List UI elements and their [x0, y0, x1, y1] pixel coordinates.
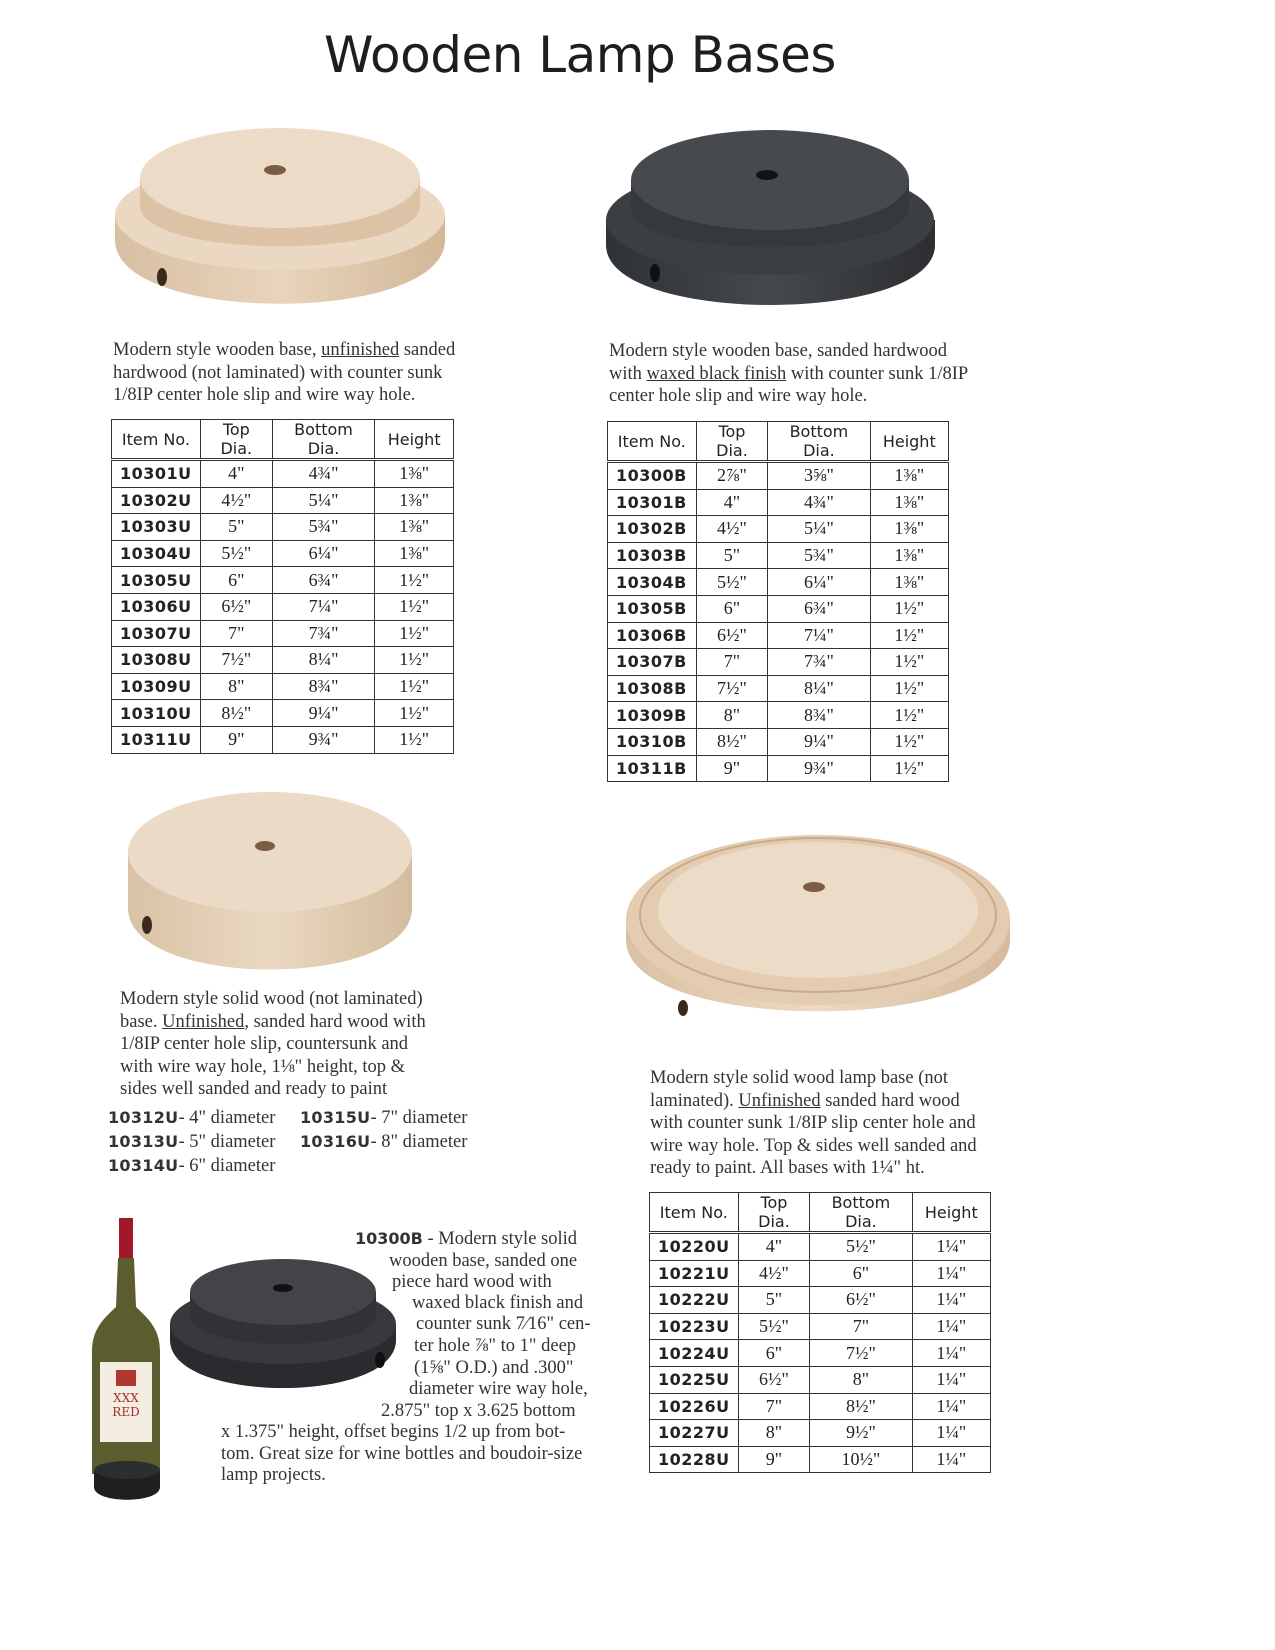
dimension-cell: 8" — [200, 673, 272, 700]
dimension-cell: 7¾" — [768, 649, 870, 676]
dimension-cell: 1⅜" — [870, 462, 948, 490]
dimension-cell: 1½" — [870, 675, 948, 702]
dimension-cell: 5¼" — [768, 516, 870, 543]
item-number-cell: 10303U — [112, 514, 201, 541]
dimension-cell: 1⅜" — [870, 542, 948, 569]
table-row — [650, 1287, 991, 1314]
table-row — [608, 462, 949, 490]
item-number-cell: 10305U — [112, 567, 201, 594]
table-row — [112, 487, 454, 514]
dimension-cell: 9¾" — [272, 726, 375, 753]
dimension-cell: 7½" — [200, 647, 272, 674]
dimension-cell: 1¼" — [912, 1446, 990, 1473]
item-number-cell: 10307U — [112, 620, 201, 647]
dimension-cell: 8¾" — [768, 702, 870, 729]
dimension-cell: 1⅜" — [375, 487, 454, 514]
item-number-cell: 10310U — [112, 700, 201, 727]
dimension-cell: 3⅝" — [768, 462, 870, 490]
dimension-cell: 8¼" — [768, 675, 870, 702]
dimension-cell: 1⅜" — [870, 489, 948, 516]
dimension-cell: 1¼" — [912, 1287, 990, 1314]
item-number-cell: 10302U — [112, 487, 201, 514]
table-row — [650, 1260, 991, 1287]
dimension-cell: 1½" — [375, 647, 454, 674]
dimension-cell: 1¼" — [912, 1366, 990, 1393]
sku-line: 10315U- 7" diameter — [300, 1108, 468, 1128]
dimension-cell: 7" — [200, 620, 272, 647]
dimension-cell: 9¼" — [768, 728, 870, 755]
item-number-cell: 10302B — [608, 516, 697, 543]
dimension-cell: 1¼" — [912, 1340, 990, 1367]
bottle-label-xxx: XXX — [113, 1391, 139, 1405]
dimension-cell: 1½" — [870, 755, 948, 782]
dimension-cell: 7¼" — [768, 622, 870, 649]
feature-line: tom. Great size for wine bottles and boudoir-size — [221, 1444, 583, 1464]
item-number-cell: 10308U — [112, 647, 201, 674]
table-row — [112, 540, 454, 567]
feature-line: lamp projects. — [221, 1465, 326, 1485]
unfinished-solid-base-photo — [125, 790, 415, 975]
item-number-cell: 10305B — [608, 595, 697, 622]
unfinished-modern-spec-table — [111, 419, 454, 754]
dimension-cell: 7½" — [696, 675, 768, 702]
dimension-cell: 5" — [738, 1287, 810, 1314]
unfinished-stepped-base-photo — [110, 120, 450, 325]
dimension-cell: 4" — [738, 1233, 810, 1261]
dimension-cell: 6½" — [696, 622, 768, 649]
feature-line: 2.875" top x 3.625 bottom — [381, 1401, 576, 1421]
dimension-cell: 8" — [810, 1366, 912, 1393]
dimension-cell: 9" — [738, 1446, 810, 1473]
dimension-cell: 2⅞" — [696, 462, 768, 490]
dimension-cell: 6¾" — [768, 595, 870, 622]
table-row — [608, 728, 949, 755]
dimension-cell: 7¾" — [272, 620, 375, 647]
item-number-cell: 10301U — [112, 460, 201, 488]
dimension-cell: 7¼" — [272, 593, 375, 620]
item-number-cell: 10227U — [650, 1420, 739, 1447]
table-header: Height — [870, 422, 948, 462]
dimension-cell: 6¾" — [272, 567, 375, 594]
dimension-cell: 5¼" — [272, 487, 375, 514]
table-header: Top Dia. — [696, 422, 768, 462]
dimension-cell: 1¼" — [912, 1233, 990, 1261]
dimension-cell: 5¾" — [272, 514, 375, 541]
dimension-cell: 1⅜" — [375, 460, 454, 488]
table-row — [608, 755, 949, 782]
table-header: Bottom Dia. — [768, 422, 870, 462]
sku-line: 10312U- 4" diameter — [108, 1108, 276, 1128]
dimension-cell: 1¼" — [912, 1420, 990, 1447]
dimension-cell: 1¼" — [912, 1260, 990, 1287]
item-number-cell: 10308B — [608, 675, 697, 702]
dimension-cell: 5¾" — [768, 542, 870, 569]
solid-unfinished-description: Modern style solid wood (not laminated) base. Unfinished, sanded hard wood with 1/8IP center hole slip, countersunk and with wire way hole, 1⅛" height, top & sides well sanded and ready to paint — [120, 989, 426, 1099]
feature-line: x 1.375" height, offset begins 1/2 up from bot- — [221, 1422, 566, 1442]
black-modern-description: Modern style wooden base, sanded hardwood with waxed black finish with counter sunk 1/8IP center hole slip and wire way hole. — [609, 341, 968, 406]
dimension-cell: 8½" — [810, 1393, 912, 1420]
black-stepped-base-photo — [603, 120, 938, 325]
item-number-cell: 10306U — [112, 593, 201, 620]
item-number-cell: 10222U — [650, 1287, 739, 1314]
dimension-cell: 1½" — [870, 595, 948, 622]
dimension-cell: 1½" — [870, 622, 948, 649]
table-row — [650, 1340, 991, 1367]
dimension-cell: 6" — [200, 567, 272, 594]
solid-lamp-base-spec-table — [649, 1192, 991, 1473]
table-header: Top Dia. — [200, 420, 272, 460]
table-row — [608, 595, 949, 622]
feature-line: piece hard wood with — [392, 1272, 552, 1292]
dimension-cell: 5½" — [200, 540, 272, 567]
table-row — [112, 726, 454, 753]
item-number-cell: 10228U — [650, 1446, 739, 1473]
feature-line: diameter wire way hole, — [409, 1379, 588, 1399]
table-header: Item No. — [608, 422, 697, 462]
dimension-cell: 6" — [738, 1340, 810, 1367]
item-number-cell: 10309U — [112, 673, 201, 700]
table-header: Bottom Dia. — [810, 1193, 912, 1233]
dimension-cell: 1½" — [375, 726, 454, 753]
table-row — [608, 569, 949, 596]
dimension-cell: 5½" — [738, 1313, 810, 1340]
table-row — [112, 514, 454, 541]
item-number-cell: 10220U — [650, 1233, 739, 1261]
dimension-cell: 9" — [696, 755, 768, 782]
sku-line: 10316U- 8" diameter — [300, 1132, 468, 1152]
table-row — [608, 542, 949, 569]
feature-line: 10300B - Modern style solid — [355, 1229, 578, 1249]
dimension-cell: 6" — [810, 1260, 912, 1287]
item-number-cell: 10301B — [608, 489, 697, 516]
sku-line: 10314U- 6" diameter — [108, 1156, 276, 1176]
table-row — [650, 1393, 991, 1420]
dimension-cell: 1⅜" — [375, 514, 454, 541]
table-row — [112, 567, 454, 594]
table-row — [608, 675, 949, 702]
item-number-cell: 10310B — [608, 728, 697, 755]
dimension-cell: 1⅜" — [870, 516, 948, 543]
dimension-cell: 4" — [696, 489, 768, 516]
item-number-cell: 10226U — [650, 1393, 739, 1420]
item-number-cell: 10223U — [650, 1313, 739, 1340]
dimension-cell: 4½" — [696, 516, 768, 543]
dimension-cell: 1½" — [870, 649, 948, 676]
table-row — [112, 673, 454, 700]
dimension-cell: 8½" — [200, 700, 272, 727]
solid-lamp-base-description: Modern style solid wood lamp base (not laminated). Unfinished sanded hard wood with counter sunk 1/8IP slip center hole and wire way hole. Top & sides well sanded and ready to paint. All bases with 1¼" ht. — [650, 1068, 977, 1178]
dimension-cell: 1¼" — [912, 1393, 990, 1420]
table-row — [650, 1313, 991, 1340]
table-header: Item No. — [650, 1193, 739, 1233]
item-number-cell: 10307B — [608, 649, 697, 676]
dimension-cell: 6½" — [738, 1366, 810, 1393]
dimension-cell: 6¼" — [272, 540, 375, 567]
dimension-cell: 6½" — [200, 593, 272, 620]
table-row — [608, 489, 949, 516]
item-number-cell: 10303B — [608, 542, 697, 569]
table-row — [650, 1233, 991, 1261]
dimension-cell: 1½" — [870, 728, 948, 755]
dimension-cell: 1⅜" — [870, 569, 948, 596]
dimension-cell: 7" — [696, 649, 768, 676]
feature-line: counter sunk 7⁄16" cen- — [416, 1314, 591, 1334]
dimension-cell: 7" — [810, 1313, 912, 1340]
dimension-cell: 7½" — [810, 1340, 912, 1367]
black-modern-spec-table — [607, 421, 949, 782]
item-number-cell: 10311B — [608, 755, 697, 782]
item-number-cell: 10304U — [112, 540, 201, 567]
dimension-cell: 8½" — [696, 728, 768, 755]
table-row — [650, 1366, 991, 1393]
table-row — [112, 700, 454, 727]
unfinished-routed-base-photo — [623, 820, 1013, 1025]
dimension-cell: 6½" — [810, 1287, 912, 1314]
sku-line: 10313U- 5" diameter — [108, 1132, 276, 1152]
page-title: Wooden Lamp Bases — [324, 26, 836, 84]
dimension-cell: 5½" — [810, 1233, 912, 1261]
table-row — [650, 1446, 991, 1473]
dimension-cell: 4¾" — [272, 460, 375, 488]
dimension-cell: 7" — [738, 1393, 810, 1420]
dimension-cell: 1½" — [375, 673, 454, 700]
feature-line: waxed black finish and — [412, 1293, 584, 1313]
table-row — [112, 460, 454, 488]
table-header: Height — [912, 1193, 990, 1233]
item-number-cell: 10309B — [608, 702, 697, 729]
feature-item-number: 10300B — [355, 1229, 423, 1248]
item-number-cell: 10225U — [650, 1366, 739, 1393]
dimension-cell: 8" — [696, 702, 768, 729]
dimension-cell: 5" — [200, 514, 272, 541]
dimension-cell: 9¾" — [768, 755, 870, 782]
dimension-cell: 6¼" — [768, 569, 870, 596]
item-number-cell: 10300B — [608, 462, 697, 490]
item-number-cell: 10306B — [608, 622, 697, 649]
dimension-cell: 4" — [200, 460, 272, 488]
dimension-cell: 1½" — [870, 702, 948, 729]
dimension-cell: 8¼" — [272, 647, 375, 674]
dimension-cell: 6" — [696, 595, 768, 622]
dimension-cell: 10½" — [810, 1446, 912, 1473]
dimension-cell: 4½" — [200, 487, 272, 514]
table-row — [112, 593, 454, 620]
feature-line: wooden base, sanded one — [389, 1251, 578, 1271]
table-row — [608, 702, 949, 729]
dimension-cell: 9½" — [810, 1420, 912, 1447]
dimension-cell: 5½" — [696, 569, 768, 596]
table-header: Item No. — [112, 420, 201, 460]
table-row — [112, 647, 454, 674]
bottle-label-red: RED — [112, 1405, 140, 1419]
table-row — [608, 516, 949, 543]
table-row — [608, 649, 949, 676]
table-header: Bottom Dia. — [272, 420, 375, 460]
dimension-cell: 1½" — [375, 700, 454, 727]
table-row — [608, 622, 949, 649]
dimension-cell: 4¾" — [768, 489, 870, 516]
dimension-cell: 4½" — [738, 1260, 810, 1287]
dimension-cell: 8¾" — [272, 673, 375, 700]
dimension-cell: 1⅜" — [375, 540, 454, 567]
table-row — [650, 1420, 991, 1447]
table-header: Height — [375, 420, 454, 460]
item-number-cell: 10221U — [650, 1260, 739, 1287]
item-number-cell: 10224U — [650, 1340, 739, 1367]
dimension-cell: 1½" — [375, 620, 454, 647]
dimension-cell: 9¼" — [272, 700, 375, 727]
dimension-cell: 1¼" — [912, 1313, 990, 1340]
dimension-cell: 1½" — [375, 567, 454, 594]
feature-line: ter hole ⅞" to 1" deep — [414, 1336, 577, 1356]
dimension-cell: 5" — [696, 542, 768, 569]
unfinished-modern-description: Modern style wooden base, unfinished sanded hardwood (not laminated) with counter sunk 1/8IP center hole slip and wire way hole. — [113, 340, 456, 405]
table-row — [112, 620, 454, 647]
dimension-cell: 9" — [200, 726, 272, 753]
dimension-cell: 8" — [738, 1420, 810, 1447]
table-header: Top Dia. — [738, 1193, 810, 1233]
dimension-cell: 1½" — [375, 593, 454, 620]
item-number-cell: 10304B — [608, 569, 697, 596]
item-number-cell: 10311U — [112, 726, 201, 753]
feature-line: (1⅝" O.D.) and .300" — [414, 1358, 574, 1378]
